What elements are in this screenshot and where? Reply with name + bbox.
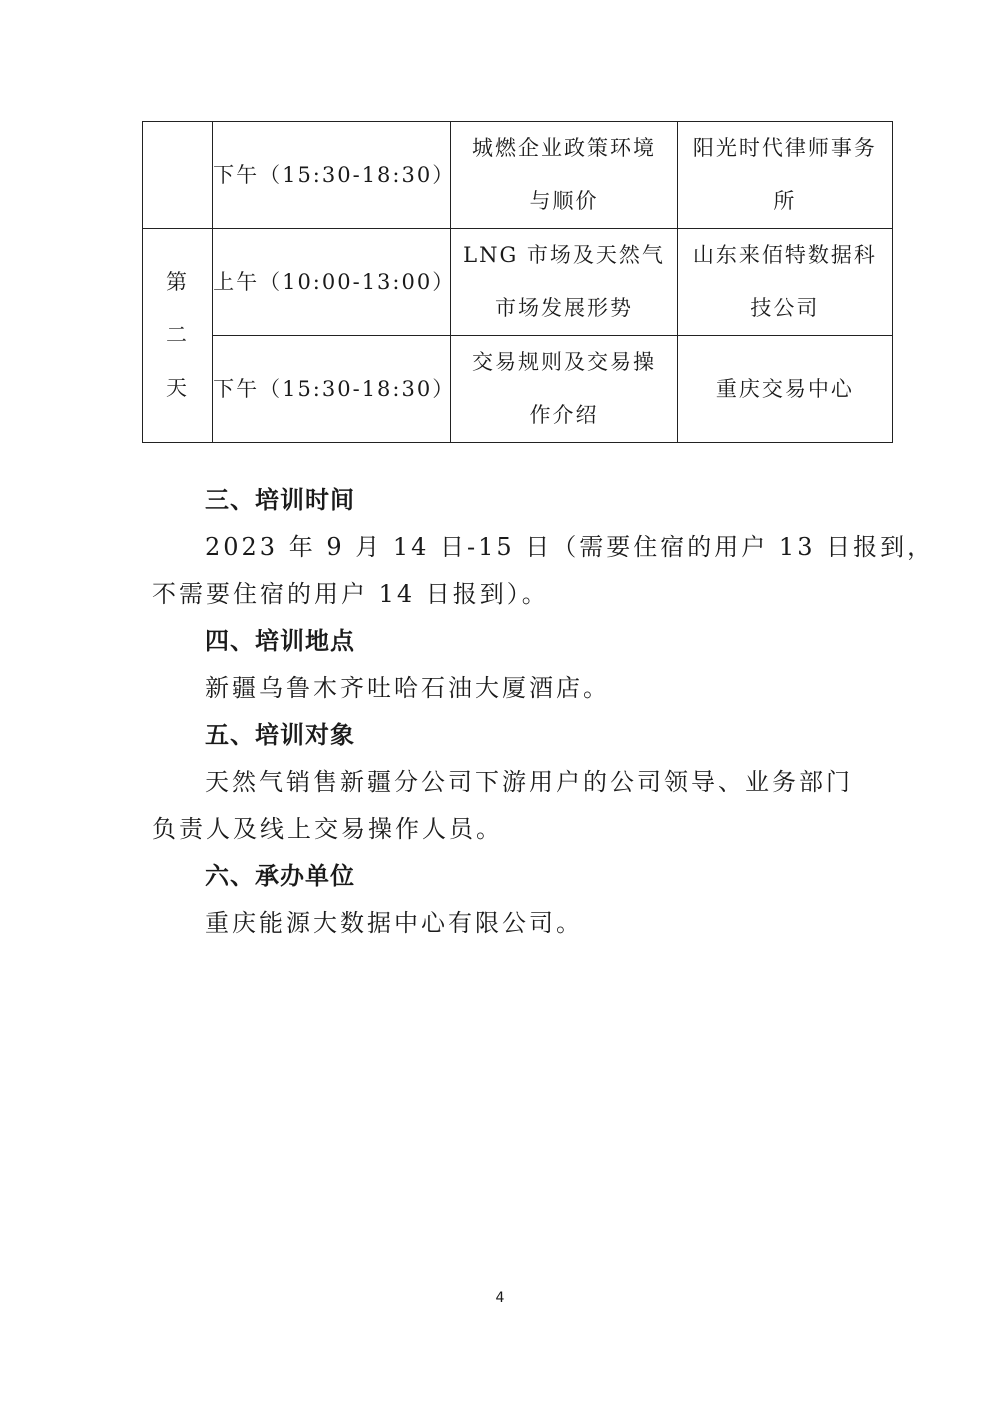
- organization-cell: [677, 229, 892, 336]
- topic-line: 交易规则及交易操: [472, 350, 657, 374]
- table-row: [143, 229, 893, 336]
- organization-cell: [677, 336, 892, 443]
- table-row: [143, 336, 893, 443]
- day-char: 第: [166, 270, 190, 294]
- training-time-line: 不需要住宿的用户 14 日报到）。: [152, 580, 549, 608]
- organization-line: 阳光时代律师事务: [692, 136, 877, 160]
- training-audience-line: 负责人及线上交易操作人员。: [152, 815, 503, 843]
- training-location-text: 新疆乌鲁木齐吐哈石油大厦酒店。: [205, 674, 610, 702]
- organization-line: 重庆交易中心: [715, 376, 854, 401]
- topic-cell: [451, 336, 677, 443]
- topic-line: LNG 市场及天然气: [463, 243, 665, 267]
- training-audience-heading: 五、培训对象: [205, 721, 355, 749]
- topic-cell: [451, 229, 677, 336]
- schedule-table: [142, 121, 893, 443]
- topic-cell: [451, 122, 677, 229]
- organization-line: 技公司: [750, 296, 820, 320]
- table-row: [143, 122, 893, 229]
- topic-line: 城燃企业政策环境: [472, 136, 657, 160]
- page-number: 4: [495, 1290, 505, 1306]
- day-char: 二: [166, 323, 190, 347]
- day-cell: [143, 229, 213, 443]
- organization-line: 山东来佰特数据科: [692, 243, 877, 267]
- day-cell-empty: [143, 122, 213, 229]
- training-time-line: 2023 年 9 月 14 日-15 日（需要住宿的用户 13 日报到，: [205, 533, 935, 561]
- topic-line: 作介绍: [529, 403, 599, 427]
- time-cell: 下午（15:30-18:30）: [213, 336, 451, 443]
- training-time-heading: 三、培训时间: [205, 486, 355, 514]
- topic-line: 与顺价: [529, 189, 599, 213]
- organizer-heading: 六、承办单位: [205, 862, 355, 890]
- organizer-text: 重庆能源大数据中心有限公司。: [205, 909, 583, 937]
- organization-cell: [677, 122, 892, 229]
- training-audience-line: 天然气销售新疆分公司下游用户的公司领导、业务部门: [205, 768, 853, 796]
- organization-line: 所: [773, 189, 797, 213]
- training-location-heading: 四、培训地点: [205, 627, 355, 655]
- topic-line: 市场发展形势: [495, 296, 634, 320]
- day-char: 天: [166, 376, 190, 400]
- time-cell: 下午（15:30-18:30）: [213, 122, 451, 229]
- time-cell: 上午（10:00-13:00）: [213, 229, 451, 336]
